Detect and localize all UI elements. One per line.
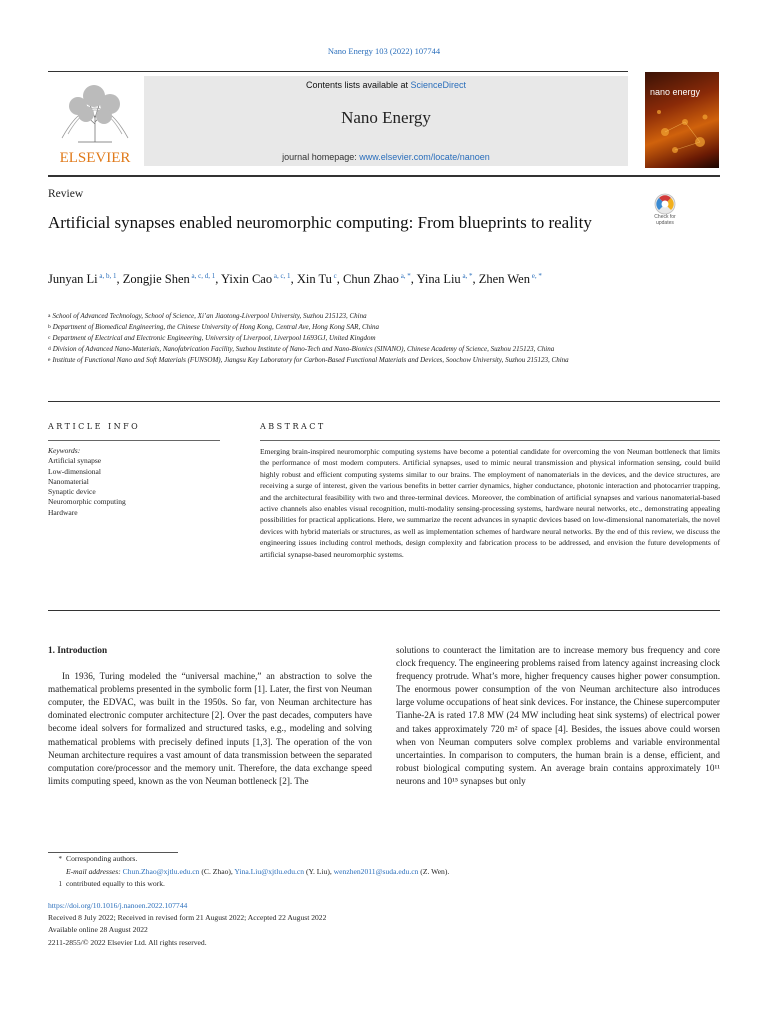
doi-link[interactable]: https://doi.org/10.1016/j.nanoen.2022.107744 xyxy=(48,901,188,910)
masthead-bottom-rule xyxy=(48,175,720,177)
corresponding-footnote: * Corresponding authors. xyxy=(48,853,720,866)
affiliation-list xyxy=(48,311,628,366)
email-owner: (C. Zhao), xyxy=(199,866,235,876)
keywords-list xyxy=(48,456,228,518)
copyright: 2211-2855/© 2022 Elsevier Ltd. All rights reserved. xyxy=(48,937,207,947)
contents-line xyxy=(144,80,628,90)
cover-title: nano energy xyxy=(650,87,701,97)
keyword: Neuromorphic computing xyxy=(48,497,126,507)
author[interactable]: Xin Tu xyxy=(296,272,332,287)
author[interactable]: Junyan Li xyxy=(48,272,98,287)
contents-prefix: Contents lists available at xyxy=(305,80,411,90)
keyword: Synaptic device xyxy=(48,487,96,497)
affiliation-text: Department of Electrical and Electronic Engineering, University of Liverpool, Liverpool L693GJ, United Kingdom xyxy=(52,334,376,342)
affiliation-text: Division of Advanced Nano-Materials, Nanofabrication Facility, Suzhou Institute of Nano-Tech and Nano-Bionics (SINANO), Chinese Academy of Science, Suzhou 215123, China xyxy=(52,345,555,353)
author[interactable]: Yixin Cao xyxy=(221,272,273,287)
affiliation-letter: e xyxy=(48,357,51,363)
email-owner: (Y. Liu), xyxy=(304,866,334,876)
affiliation xyxy=(48,333,628,344)
author-affiliation-marks[interactable]: c xyxy=(331,272,337,280)
footnotes xyxy=(48,853,720,891)
affiliation xyxy=(48,344,628,355)
body-left-column xyxy=(48,644,372,788)
author[interactable]: Chun Zhao xyxy=(343,272,399,287)
author-affiliation-marks[interactable]: e, * xyxy=(529,272,542,280)
keyword: Hardware xyxy=(48,507,78,517)
affiliation xyxy=(48,311,628,322)
affiliation-letter: b xyxy=(48,324,51,330)
journal-reference-link[interactable]: Nano Energy 103 (2022) 107744 xyxy=(327,46,441,56)
affiliation-text: School of Advanced Technology, School of Science, Xi’an Jiaotong-Liverpool University, Suzhou 215123, China xyxy=(52,312,367,320)
author-affiliation-marks[interactable]: a, b, 1 xyxy=(97,272,117,280)
affiliation-letter: d xyxy=(48,346,51,352)
section-rule xyxy=(48,401,720,402)
affiliation-letter: c xyxy=(48,335,51,341)
email-footnote xyxy=(48,866,720,879)
journal-homepage-link[interactable]: www.elsevier.com/locate/nanoen xyxy=(359,152,490,162)
keyword: Artificial synapse xyxy=(48,456,102,466)
author-list: Junyan Li $^{a, b, 1}$, Zongjie Shen $^{a, c, d, 1}$, Yixin Cao $^{a, c, 1}$, Xin Tu $^c$, Chun Zhao $^{a, *}$, Yina Liu $^{a, *}$, Zhen Wen $^{e, *}$ xyxy=(48,272,542,287)
email-link[interactable]: wenzhen2011@suda.edu.cn xyxy=(333,866,419,876)
affiliation xyxy=(48,322,628,333)
author-affiliation-marks[interactable]: a, c, 1 xyxy=(272,272,291,280)
introduction-paragraph: In 1936, Turing modeled the “universal machine,” an abstraction to solve the mathematical problems presented in the symbolic form [1]. Later, the first von Neuman computer, the EDVAC, was built in the 1950s. So far, von Neuman architecture has dominated electronic computer architecture [2]. Over the past decades, computers have become ideal solvers for formalized and structured tasks, e.g., modeling and solving mathematical problems with precisely defined inputs [1,3]. The operation of the von Neuman architecture requires a vast amount of data transmission between the separated computation core/processor and the memory unit. Therefore, the data exchange speed limits computing speed, known as the von Neuman bottleneck [2]. The xyxy=(48,671,372,786)
article-type: Review xyxy=(48,188,84,200)
check-for-updates-badge[interactable] xyxy=(645,192,685,230)
author-affiliation-marks[interactable]: a, * xyxy=(398,272,411,280)
abstract-text: Emerging brain-inspired neuromorphic computing systems have become a potential candidate for overcoming the von Neuman bottleneck that limits the performance of most modern computers. Artificial synapses, used to mimic neural transmission and physical information sensing, could build highly robust and efficient computing systems similar to our brains. The employment of nanomaterials in the devices, and the device structures, are receiving a surge of interest, given the various benefits in better carrier dynamics, higher conductance, photonic interaction and photocarrier trapping, and the architectural feasibility with two and three-terminal devices. Moreover, the combination of artificial synapses and various nanomaterial-based active channels also enables visual recognition, multi-modality sensing-processing systems, hardware neural networks, etc., demonstrating appealing possibilities for practical applications. Here, we summarize the recent advances in synaptic devices based on low-dimensional nanomaterials, the novel devices with hybrid materials or structures, as well as implementation schemes of hardware neural networks. By the end of this review, we discuss the engineering issues including control methods, design complexity and fabrication process to be addressed, and envision the future developments of artificial synapse-based neuromorphic systems. xyxy=(260,447,720,559)
masthead-top-rule xyxy=(48,71,628,72)
equal-contribution-footnote: 1 contributed equally to this work. xyxy=(48,878,720,891)
abstract-bottom-rule xyxy=(48,610,720,611)
homepage-prefix: journal homepage: xyxy=(282,152,360,162)
email-owner: (Z. Wen). xyxy=(418,866,450,876)
publication-info xyxy=(48,900,720,949)
received-dates: Received 8 July 2022; Received in revised form 21 August 2022; Accepted 22 August 2022 xyxy=(48,913,327,923)
affiliation xyxy=(48,355,628,366)
email-label: E-mail addresses: xyxy=(66,866,121,876)
elsevier-wordmark: ELSEVIER xyxy=(59,150,131,166)
abstract-heading: ABSTRACT xyxy=(260,422,326,431)
affiliation-text: Institute of Functional Nano and Soft Materials (FUNSOM), Jiangsu Key Laboratory for Carbon-Based Functional Materials and Devices, Soochow University, Suzhou 215123, China xyxy=(52,356,569,364)
crossmark-label: Check for updates xyxy=(654,214,676,226)
keyword: Low-dimensional xyxy=(48,466,101,476)
keywords-label: Keywords: xyxy=(48,446,81,455)
elsevier-tree-icon xyxy=(48,76,142,166)
introduction-heading: 1. Introduction xyxy=(48,645,108,655)
author[interactable]: Zhen Wen xyxy=(478,272,530,287)
author-affiliation-marks[interactable]: a, * xyxy=(460,272,473,280)
available-online: Available online 28 August 2022 xyxy=(48,925,148,935)
body-right-column xyxy=(396,644,720,788)
keywords-block xyxy=(48,446,228,518)
abstract-rule xyxy=(260,440,720,441)
introduction-paragraph-continued: solutions to counteract the limitation are to increase memory bus frequency and core clock frequency. The engineering problems raised from latency against increasing clock frequency protrude. What’s more, higher frequency causes higher power consumption. The enormous power consumption of the von Neuman architecture also introduces large volume occupations of heat sink devices. For instance, the Chinese supercomputer Tianhe-2A is rated 17.8 MW (24 MW including heat sink systems) of electrical power and takes approximately 720 m² of space [4]. Besides, the issues above could worsen when von Neuman computers solve complex problems and variable environmental uncertainties. In comparison to computers, the human brain is a dense, efficient, and robust biological computing system. An average brain contains approximately 10¹¹ neurons and 10¹⁵ synapses but only xyxy=(396,645,720,786)
sciencedirect-link[interactable]: ScienceDirect xyxy=(410,80,467,90)
email-link[interactable]: Chun.Zhao@xjtlu.edu.cn xyxy=(122,866,200,876)
homepage-line xyxy=(144,152,628,162)
elsevier-logo xyxy=(48,76,142,166)
affiliation-text: Department of Biomedical Engineering, the Chinese University of Hong Kong, Central Ave, Hong Kong SAR, China xyxy=(52,323,380,331)
keyword: Nanomaterial xyxy=(48,476,89,486)
article-info-rule xyxy=(48,440,220,441)
author[interactable]: Zongjie Shen xyxy=(122,272,190,287)
article-info-heading: ARTICLE INFO xyxy=(48,422,141,431)
affiliation-letter: a xyxy=(48,313,51,319)
email-link[interactable]: Yina.Liu@xjtlu.edu.cn xyxy=(234,866,305,876)
author[interactable]: Yina Liu xyxy=(416,272,461,287)
footnote-one: 1 xyxy=(58,880,62,889)
article-title: Artificial synapses enabled neuromorphic computing: From blueprints to reality xyxy=(48,213,592,232)
footnote-asterisk: * xyxy=(58,855,62,863)
journal-name: Nano Energy xyxy=(341,108,431,127)
author-affiliation-marks[interactable]: a, c, d, 1 xyxy=(189,272,216,280)
